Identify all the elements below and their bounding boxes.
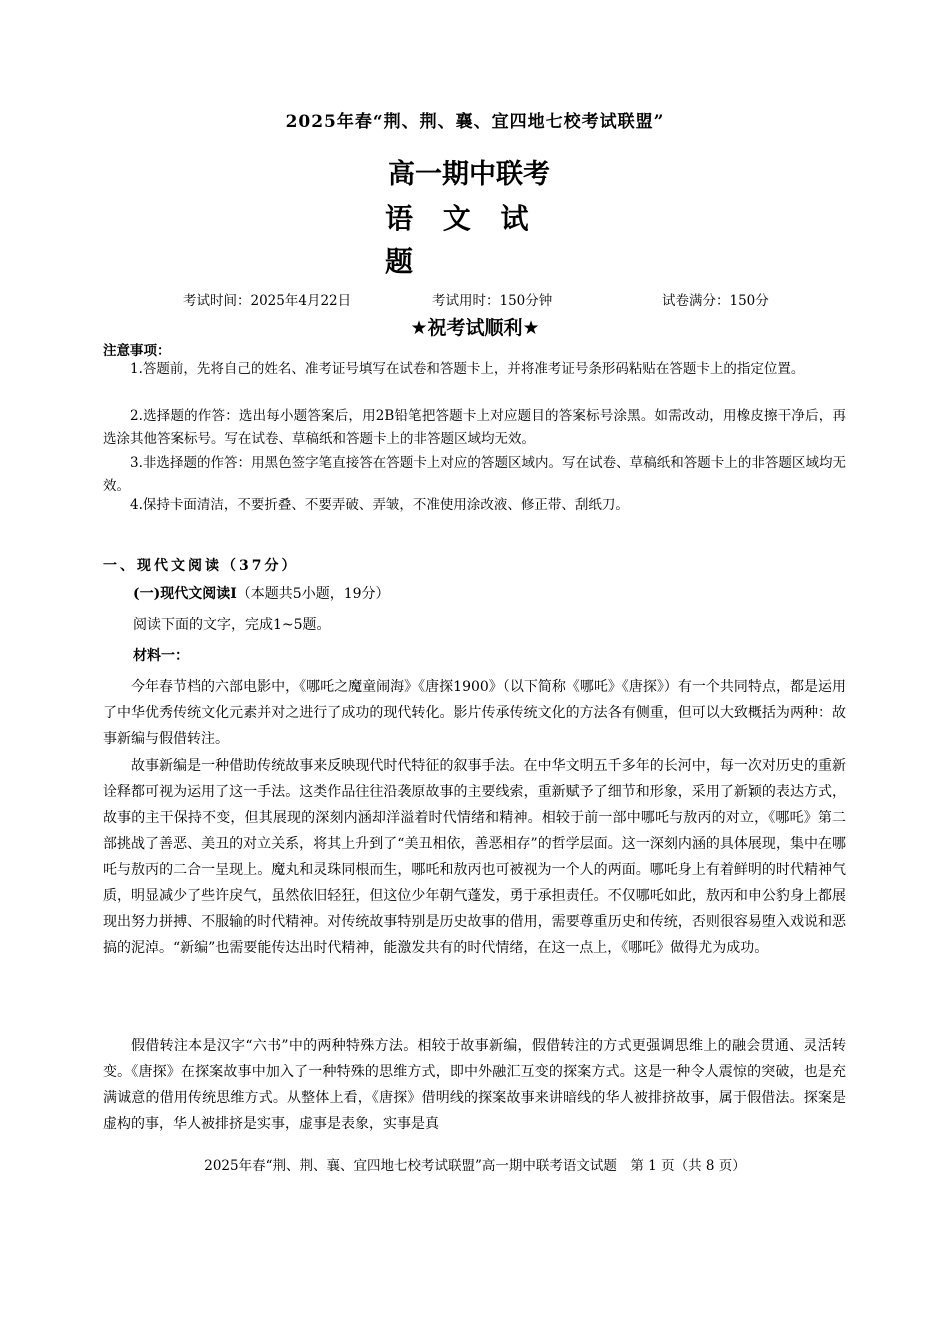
material-label: 材料一： [133,648,189,664]
passage-paragraph: 假借转注本是汉字“六书”中的两种特殊方法。相较于故事新编，假借转注的方式更强调思维上的融会贯通、灵活转变。《唐探》在探案故事中加入了一种特殊的思维方式，即中外融汇互变的探案方式。这是一种令人震惊的突破，也是充满诚意的借用传统思维方式。从整体上看，《唐探》借明线的探案故事来讲暗线的华人被排挤故事，属于假借法。探案是虚构的事，华人被排挤是实事，虚事是表象，实事是真 [103,1038,846,1132]
passage-paragraph: 故事新编是一种借助传统故事来反映现代时代特征的叙事手法。在中华文明五千多年的长河中，每一次对历史的重新诠释都可视为运用了这一手法。这类作品往往沿袭原故事的主要线索，重新赋予了细节和形象，采用了新颖的表达方式，故事的主干保持不变，但其展现的深刻内涵却洋溢着时代情绪和精神。相较于前一部中哪吒与敖丙的对立，《哪吒》第二部挑战了善恶、美丑的对立关系，将其上升到了“美丑相依，善恶相存”的哲学层面。这一深刻内涵的具体展现，集中在哪吒与敖丙的二合一呈现上。魔丸和灵珠同根而生，哪吒和敖丙也可被视为一个人的两面。哪吒身上有着鲜明的时代精神气质，明显减少了些许戾气，虽然依旧轻狂，但这位少年朝气蓬发，勇于承担责任。不仅哪吒如此，敖丙和申公豹身上都展现出努力拼搏、不服输的时代精神。对传统故事特别是历史故事的借用，需要尊重历史和传统，否则很容易堕入戏说和恶搞的泥淖。“新编”也需要能传达出时代精神，能激发共有的时代情绪，在这一点上，《哪吒》做得尤为成功。 [103,758,846,956]
subsection-name: (一)现代文阅读Ⅰ [133,586,237,602]
notice-item: 1.答题前，先将自己的姓名、准考证号填写在试卷和答题卡上，并将准考证号条形码粘贴在答题卡上的指定位置。 [130,361,805,377]
subject-title-line2: 题 [385,245,414,278]
exam-title: 2025年春“荆、荆、襄、宜四地七校考试联盟” [285,112,665,132]
good-luck-banner: ★祝考试顺利★ [410,317,540,339]
exam-full-score: 试卷满分：150分 [662,293,769,309]
notice-item: 4.保持卡面清洁，不要折叠、不要弄破、弄皱，不准使用涂改液、修正带、刮纸刀。 [130,497,629,513]
reading-instruction: 阅读下面的文字，完成1~5题。 [133,617,331,633]
section-title: 一、现代文阅读（37分） [103,558,299,574]
passage-paragraph: 今年春节档的六部电影中，《哪吒之魔童闹海》《唐探1900》（以下简称《哪吒》《唐探》）有一个共同特点，都是运用了中华优秀传统文化元素并对之进行了成功的现代转化。影片传承传统文化的方法各有侧重，但可以大致概括为两种：故事新编与假借转注。 [103,679,846,747]
notice-title: 注意事项： [103,343,171,359]
exam-subtitle: 高一期中联考 [388,159,550,190]
exam-duration: 考试用时：150分钟 [432,293,553,309]
subsection-title [133,583,390,603]
page-footer: 2025年春“荆、荆、襄、宜四地七校考试联盟”高一期中联考语文试题 第 1 页（共 8 页） [204,1158,746,1174]
notice-item: 3.非选择题的作答：用黑色签字笔直接答在答题卡上对应的答题区域内。写在试卷、草稿纸和答题卡上的非答题区域均无效。 [103,455,846,494]
subsection-note: （本题共5小题，19分） [236,586,390,602]
exam-date: 考试时间：2025年4月22日 [183,293,352,309]
notice-item: 2.选择题的作答：选出每小题答案后，用2B铅笔把答题卡上对应题目的答案标号涂黑。如需改动，用橡皮擦干净后，再选涂其他答案标号。写在试卷、草稿纸和答题卡上的非答题区域均无效。 [103,408,846,447]
subject-title-line1: 语 文 试 [385,202,539,235]
